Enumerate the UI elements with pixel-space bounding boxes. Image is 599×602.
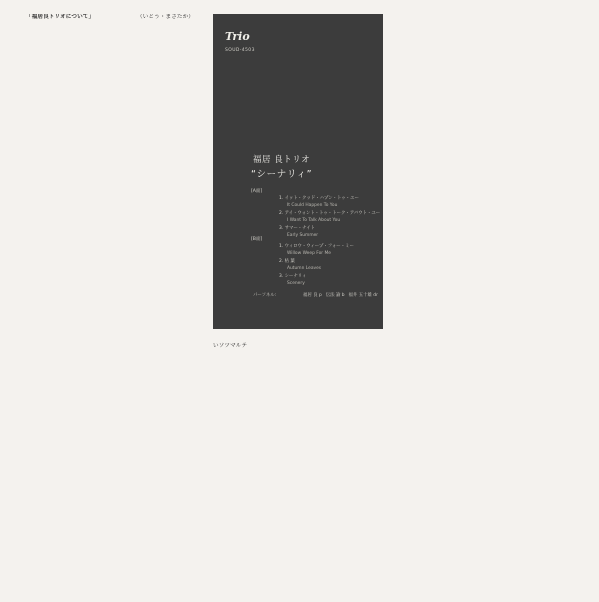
heading-title: 「福居良トリオについて」 xyxy=(26,14,95,20)
side-b-tracklist xyxy=(279,243,354,287)
track-title-en: I Want To Talk About You xyxy=(287,218,341,224)
track-title-en: Scenery xyxy=(287,281,305,287)
personnel-label: パーソネル: xyxy=(253,293,277,298)
side-a-tracklist xyxy=(279,195,380,239)
middle-subheading-author: いソツマルテ xyxy=(213,343,248,349)
track-title-jp: 1. ウィロウ・ウィープ・フォー・ミー xyxy=(279,244,354,249)
track-title-jp: 2. アイ・ウォント・トゥ・トーク・アバウト・ユー xyxy=(279,210,381,216)
section-heading xyxy=(26,14,194,22)
track-title-jp: 3. シーナリィ xyxy=(279,273,307,279)
right-text-column xyxy=(402,14,574,586)
album-title: “シーナリィ” xyxy=(251,169,313,180)
personnel-entry: 福居 良 p xyxy=(303,293,322,298)
middle-subheading xyxy=(213,343,383,351)
track-title-en: Autumn Leaves xyxy=(287,266,322,272)
personnel-credits xyxy=(253,292,382,299)
track-title-jp: 3. サマー・ナイト xyxy=(279,225,316,231)
middle-text-column xyxy=(213,337,383,587)
catalog-number: SOUD-4503 xyxy=(225,48,255,53)
album-artist: 福居 良トリオ xyxy=(253,155,311,165)
album-jacket-panel xyxy=(213,14,383,329)
left-text-column xyxy=(26,14,194,586)
track-title-en: Willow Weep For Me xyxy=(287,251,331,257)
track-title-jp: 2. 枯 葉 xyxy=(279,258,295,264)
heading-author: （いとう・まさたか） xyxy=(137,14,194,20)
track-title-en: It Could Happen To You xyxy=(287,203,338,209)
side-b-label: [B面] xyxy=(251,237,263,242)
personnel-list xyxy=(303,292,382,299)
track-title-en: Early Summer xyxy=(287,233,319,239)
label-logo: Trio xyxy=(225,30,250,43)
personnel-header xyxy=(253,292,382,299)
personnel-entry: 福井 五十雄 dr xyxy=(348,293,378,298)
personnel-entry: 伝法 諭 b xyxy=(325,293,345,298)
track-title-jp: 1. イット・クッド・ハプン・トゥ・ユー xyxy=(279,196,359,201)
side-a-label: [A面] xyxy=(251,189,263,194)
